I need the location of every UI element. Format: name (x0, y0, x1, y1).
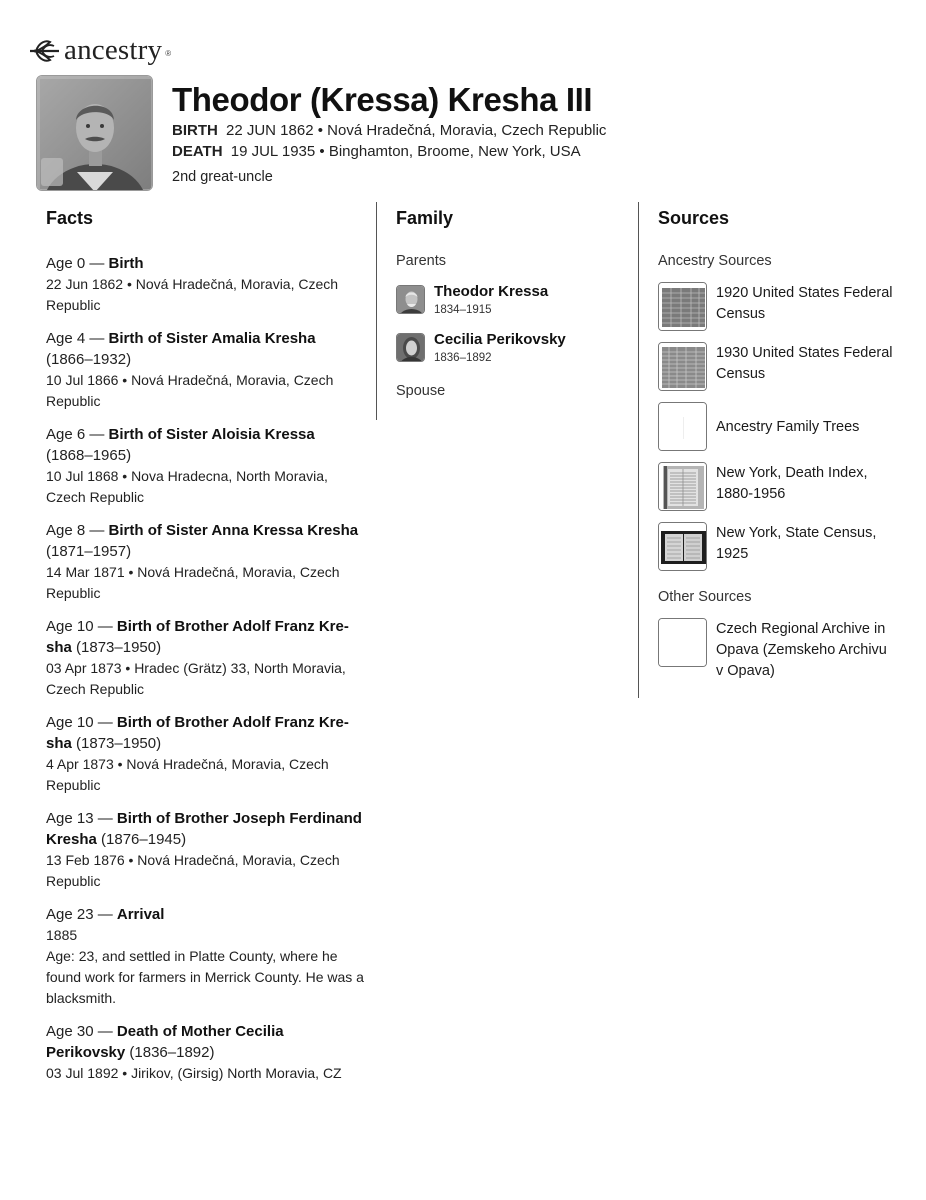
trademark: ® (165, 49, 172, 58)
fact-item[interactable] (46, 328, 364, 412)
fact-item[interactable] (46, 904, 364, 1009)
other-sources-label: Other Sources (658, 589, 752, 605)
fact-detail: 14 Mar 1871 • Nová Hradečná, Moravia, Czech Republic (46, 564, 340, 601)
fact-age: Age 13 — (46, 810, 117, 827)
brand-name: ancestry (64, 34, 163, 66)
avatar (396, 333, 425, 362)
archive-icon (658, 618, 707, 667)
family-tree-icon (658, 402, 707, 451)
ancestry-logo[interactable] (28, 34, 171, 67)
fact-detail: 1885 (46, 927, 78, 943)
parent-item-father[interactable] (396, 283, 626, 319)
sources-title: Sources (658, 208, 730, 228)
source-label: 1920 United States Federal Census (716, 285, 893, 322)
fact-event: Arrival (116, 906, 165, 923)
fact-age: Age 10 — (46, 618, 117, 635)
fact-years: (1873–1950) (71, 735, 162, 752)
fact-detail: 10 Jul 1868 • Nova Hradecna, North Moravia, Czech Republic (46, 468, 328, 505)
parents-label: Parents (396, 253, 446, 269)
fact-age: Age 4 — (46, 330, 109, 347)
fact-item[interactable] (46, 712, 364, 796)
fact-item[interactable] (46, 424, 364, 508)
column-divider-left (376, 202, 377, 420)
parent-years: 1834–1915 (434, 304, 492, 316)
person-name: Theodor (Kressa) Kresha III (172, 81, 593, 118)
parent-name: Theodor Kressa (434, 283, 549, 300)
fact-years: (1868–1965) (46, 447, 132, 464)
parent-years: 1836–1892 (434, 352, 492, 364)
fact-item[interactable] (46, 808, 364, 892)
birth-text: 22 JUN 1862 • Nová Hradečná, Moravia, Czech Republic (226, 122, 607, 139)
fact-event: Birth of Brother Adolf Franz Kresha (46, 714, 349, 752)
family-section (396, 208, 626, 401)
source-item[interactable] (658, 462, 898, 511)
source-item[interactable] (658, 618, 898, 682)
death-text: 19 JUL 1935 • Binghamton, Broome, New York, USA (230, 143, 581, 160)
fact-age: Age 8 — (46, 522, 109, 539)
source-label: Czech Regional Archive in Opava (Zemskeho Archivu v Opava) (716, 621, 887, 679)
fact-item[interactable] (46, 253, 364, 316)
fact-years: (1873–1950) (71, 639, 162, 656)
leaf-icon (28, 38, 62, 64)
fact-event: Death of Mother Cecilia Perikovsky (46, 1023, 284, 1061)
fact-age: Age 10 — (46, 714, 117, 731)
fact-event: Birth of Sister Anna Kressa Kresha (108, 522, 359, 539)
fact-detail: 22 Jun 1862 • Nová Hradečná, Moravia, Czech Republic (46, 276, 339, 313)
relationship-label: 2nd great-uncle (172, 169, 273, 185)
source-item[interactable] (658, 282, 898, 331)
birth-label: BIRTH (172, 122, 218, 139)
fact-item[interactable] (46, 1021, 364, 1084)
column-divider-right (638, 202, 639, 698)
source-label: New York, Death Index, 1880-1956 (716, 465, 868, 502)
death-label: DEATH (172, 143, 223, 160)
facts-title: Facts (46, 208, 94, 228)
spouse-label: Spouse (396, 383, 446, 399)
fact-age: Age 6 — (46, 426, 109, 443)
source-label: New York, State Census, 1925 (716, 525, 877, 562)
facts-section (46, 208, 364, 1096)
fact-detail: 03 Jul 1892 • Jirikov, (Girsig) North Moravia, CZ (46, 1065, 342, 1081)
fact-event: Birth of Sister Amalia Kresha (108, 330, 316, 347)
death-index-icon (658, 462, 707, 511)
fact-years: (1866–1932) (46, 351, 132, 368)
fact-years: (1871–1957) (46, 543, 132, 560)
parent-name: Cecilia Perikovsky (434, 331, 566, 348)
person-header (172, 80, 606, 188)
sources-section (658, 208, 898, 682)
census-book-icon (658, 522, 707, 571)
birth-line (172, 120, 606, 141)
source-item[interactable] (658, 402, 898, 451)
fact-event: Birth (108, 255, 144, 272)
fact-years: (1836–1892) (125, 1044, 215, 1061)
census-record-icon (658, 282, 707, 331)
mother-photo-icon (397, 334, 425, 362)
fact-note: Age: 23, and settled in Platte County, where he found work for farmers in Merrick County. He was a blacksmith. (46, 948, 364, 1006)
avatar (396, 285, 425, 314)
fact-detail: 13 Feb 1876 • Nová Hradečná, Moravia, Czech Republic (46, 852, 340, 889)
fact-detail: 10 Jul 1866 • Nová Hradečná, Moravia, Czech Republic (46, 372, 334, 409)
parent-item-mother[interactable] (396, 331, 626, 367)
person-portrait[interactable] (36, 75, 153, 191)
portrait-photo-icon (37, 76, 153, 191)
source-item[interactable] (658, 342, 898, 391)
fact-age: Age 23 — (46, 906, 117, 923)
fact-detail: 03 Apr 1873 • Hradec (Grätz) 33, North Moravia, Czech Republic (46, 660, 346, 697)
source-label: Ancestry Family Trees (716, 418, 860, 435)
source-label: 1930 United States Federal Census (716, 345, 893, 382)
fact-event: Birth of Sister Aloisia Kressa (108, 426, 315, 443)
fact-detail: 4 Apr 1873 • Nová Hradečná, Moravia, Czech Republic (46, 756, 329, 793)
census-record-icon (658, 342, 707, 391)
fact-years: (1876–1945) (96, 831, 187, 848)
fact-item[interactable] (46, 520, 364, 604)
father-photo-icon (397, 286, 425, 314)
fact-age: Age 30 — (46, 1023, 117, 1040)
fact-event: Birth of Brother Adolf Franz Kresha (46, 618, 349, 656)
family-title: Family (396, 208, 454, 228)
source-item[interactable] (658, 522, 898, 571)
fact-item[interactable] (46, 616, 364, 700)
ancestry-sources-label: Ancestry Sources (658, 253, 772, 269)
fact-event: Birth of Brother Joseph Ferdinand Kresha (46, 810, 362, 848)
fact-age: Age 0 — (46, 255, 109, 272)
death-line (172, 141, 606, 162)
